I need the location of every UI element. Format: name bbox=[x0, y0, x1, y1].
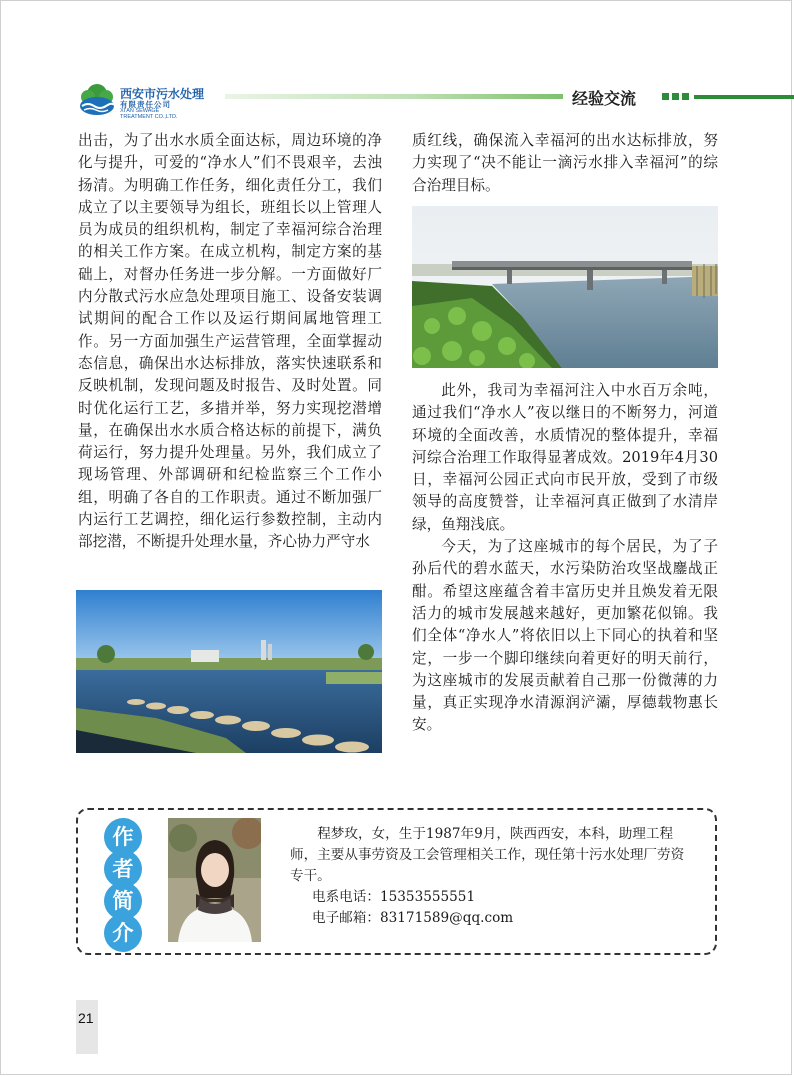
author-label-char-4: 介 bbox=[104, 914, 142, 952]
header-gradient-bar bbox=[225, 94, 563, 99]
logo-chinese-name: 西安市污水处理 bbox=[120, 87, 205, 101]
author-label-char-1: 作 bbox=[104, 818, 142, 856]
header-green-line bbox=[694, 95, 794, 99]
lake-stepping-stones-photo bbox=[76, 590, 382, 753]
article-paragraph-1: 出击，为了出水水质全面达标，周边环境的净化与提升，可爱的“净水人”们不畏艰辛，去浊扬清。为明确工作任务，细化责任分工，我们成立了以主要领导为组长，班组长以上管理人员为成员的组织机构，制定了幸福河综合治理的相关工作方案。在成立机构，制定方案的基础上，对督办任务进一步分解。一方面做好厂内分散式污水应急处理项目施工、设备安装调试期间的配合工作以及运行期间属地管理工作。另一方面加强生产运营管理，全面掌握动态信息，确保出水达标排放，落实快速联系和反映机制，发现问题及时报告、及时处置。同时优化运行工艺，多措并举，努力实现挖潜增量，在确保出水水质合格达标的前提下，满负荷运行，努力提升处理量。另外，我们成立了现场管理、外部调研和纪检监察三个工作小组，明确了各自的工作职责。通过不断加强厂内运行工艺调控，细化运行参数控制，主动内部挖潜，不断提升处理水量，齐心协力严守水 bbox=[78, 132, 382, 551]
page-number: 21 bbox=[78, 1010, 94, 1026]
article-right-column-top bbox=[412, 130, 718, 197]
logo-emblem-icon bbox=[78, 80, 116, 118]
author-email: 电子邮箱：83171589@qq.com bbox=[312, 910, 514, 926]
article-paragraph-3: 今天，为了这座城市的每个居民，为了子孙后代的碧水蓝天，水污染防治攻坚战鏖战正酣。希望这座蕴含着丰富历史并且焕发着无限活力的城市发展越来越好，更加繁花似锦。我们全体“净水人”将依旧以上下同心的执着和坚定，一步一个脚印继续向着更好的明天前行，为这座城市的发展贡献着自己那一份微薄的力量，真正实现净水清源润浐灞，厚德载物惠长安。 bbox=[412, 538, 718, 734]
article-paragraph-1-cont: 质红线，确保流入幸福河的出水达标排放，努力实现了“决不能让一滴污水排入幸福河”的综合治理目标。 bbox=[412, 132, 718, 194]
river-bridge-photo bbox=[412, 206, 718, 368]
author-description bbox=[290, 824, 690, 929]
header-square-1 bbox=[662, 93, 669, 100]
logo-english-name bbox=[120, 108, 177, 120]
header-square-3 bbox=[682, 93, 689, 100]
article-right-column-bottom bbox=[412, 380, 718, 737]
article-paragraph-2: 此外，我司为幸福河注入中水百万余吨，通过我们“净水人”夜以继日的不断努力，河道环境的全面改善，水质情况的整体提升，幸福河综合治理工作取得显著成效。2019年4月30日，幸福河公园正式向市民开放，受到了市级领导的高度赞誉，让幸福河真正做到了水清岸绿，鱼翔浅底。 bbox=[412, 382, 718, 533]
author-bio: 程梦玫，女，生于1987年9月，陕西西安，本科，助理工程师，主要从事劳资及工会管理相关工作，现任第十污水处理厂劳资专干。 bbox=[290, 826, 685, 884]
logo-chinese-subname: 有限责任公司 bbox=[120, 100, 171, 109]
article-left-column bbox=[78, 130, 382, 554]
author-portrait bbox=[168, 818, 261, 942]
author-phone: 电系电话：15353555551 bbox=[312, 889, 476, 905]
logo-english-line-1: XI'AN SEWAGE bbox=[120, 108, 160, 114]
logo-english-line-2: TREATMENT CO.,LTD. bbox=[120, 114, 178, 120]
author-label-char-3: 简 bbox=[104, 882, 142, 920]
company-logo bbox=[78, 80, 218, 120]
page-number-tab bbox=[76, 1000, 98, 1054]
header-square-2 bbox=[672, 93, 679, 100]
section-title: 经验交流 bbox=[572, 89, 637, 108]
author-label-char-2: 者 bbox=[104, 850, 142, 888]
